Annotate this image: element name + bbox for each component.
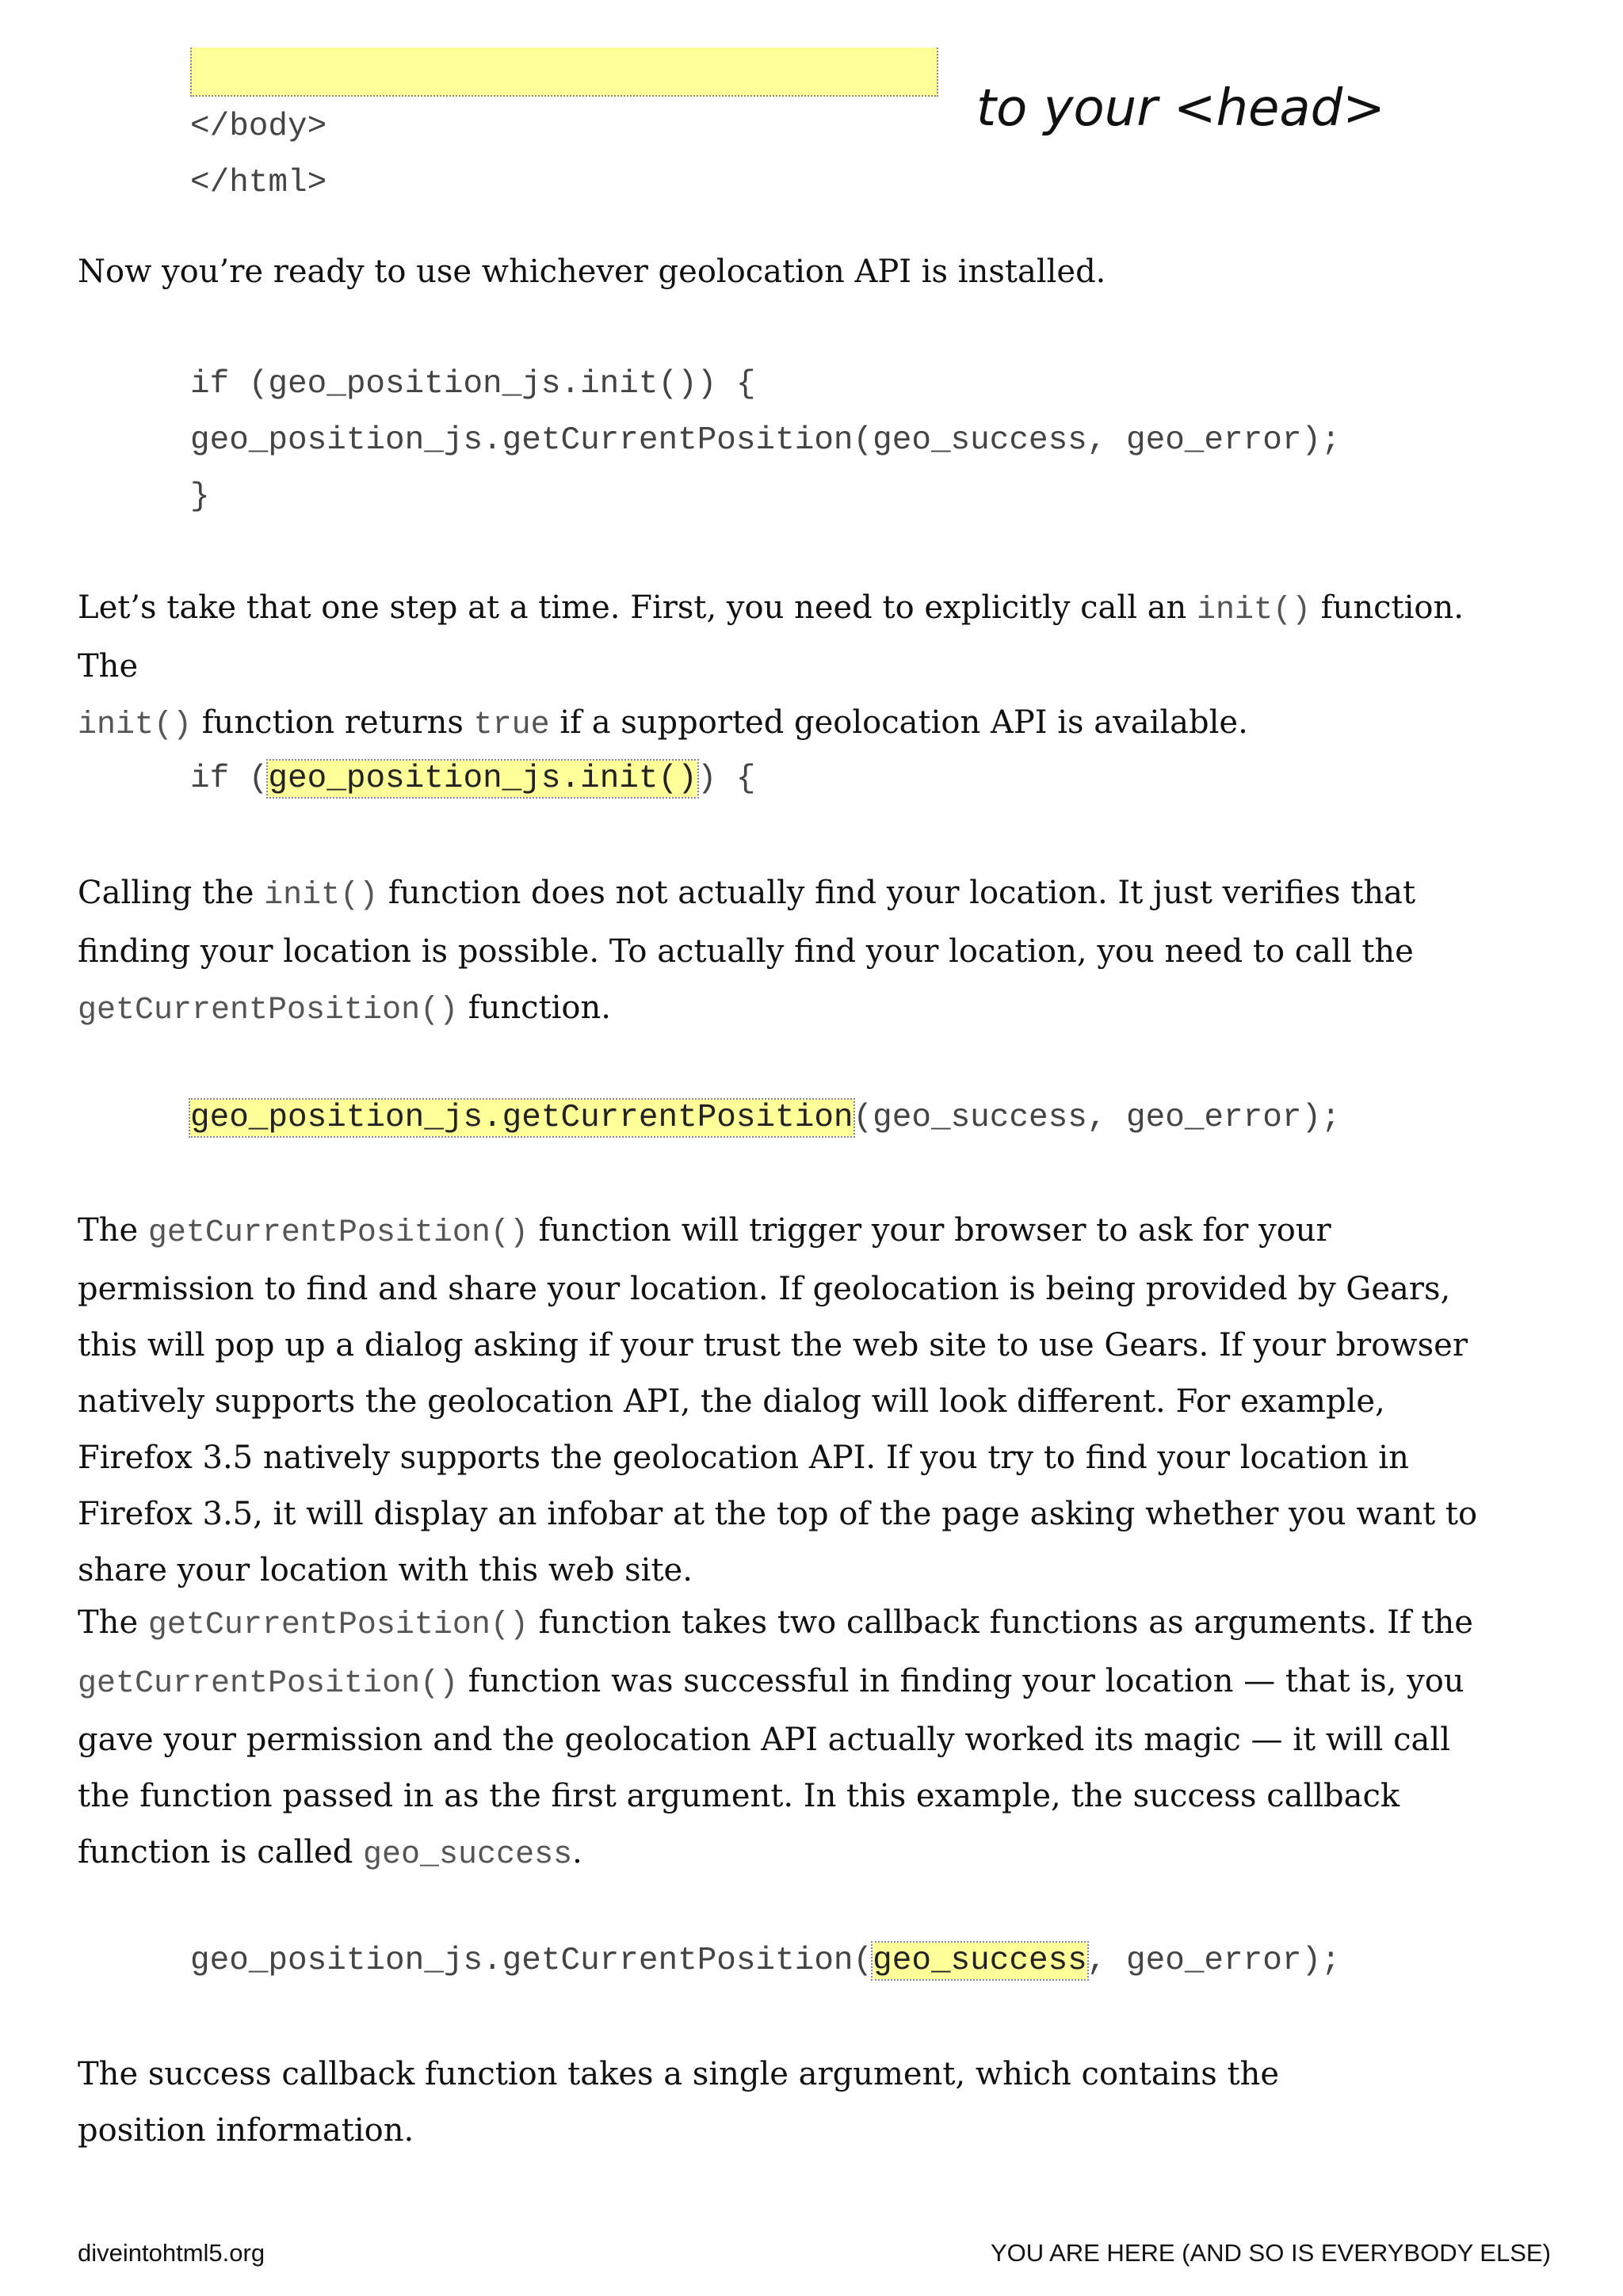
paragraph-callbacks: [78, 1595, 1504, 1883]
code1-line2: geo_position_js.getCurrentPosition(geo_success, geo_error);: [190, 422, 1341, 459]
code-text: ) {: [697, 761, 756, 797]
highlighted-code: geo_success: [873, 1943, 1087, 1979]
inline-code: true: [473, 707, 550, 743]
paragraph-permission: [78, 1203, 1504, 1599]
text: Calling the: [78, 875, 265, 911]
code2-line: [190, 763, 756, 795]
text: if a supported geolocation API is available.: [549, 704, 1248, 741]
inline-code: init(): [78, 707, 193, 743]
code-text: if (: [190, 761, 269, 797]
text: The: [78, 1604, 148, 1641]
text: function returns: [192, 704, 474, 741]
code1-line3: }: [190, 479, 210, 515]
code-text: geo_position_js.getCurrentPosition(: [190, 1943, 873, 1979]
code-body-close: </body>: [190, 109, 327, 145]
text: function will trigger your browser to ask for your permission to find and share your location. If geolocation is being provided by Gears, this will pop up a dialog asking if your trust the web site to use Gears. If your browser natively supports the geolocation API, the dialog will look different. For example, Firefox 3.5 natively supports the geolocation API. If you try to find your location in Firefox 3.5, it will display an infobar at the top of the page asking whether you want to share your location with this web site.: [78, 1212, 1478, 1589]
paragraph-calling-init: [78, 865, 1488, 1039]
code1-line1: if (geo_position_js.init()) {: [190, 366, 756, 402]
code-text: , geo_error);: [1086, 1943, 1341, 1979]
code4-line: [190, 1945, 1341, 1978]
text: function takes two callback functions as arguments. If the: [528, 1604, 1473, 1641]
text: function. The: [78, 589, 1464, 685]
highlighted-code-box-top: [190, 48, 938, 97]
inline-code: getCurrentPosition(): [78, 993, 459, 1028]
code-html-close: </html>: [190, 165, 327, 201]
text: The: [78, 1212, 148, 1249]
footer-site-link[interactable]: diveintohtml5.org: [78, 2239, 265, 2267]
text: function was successful in finding your location — that is, you gave your permission and the geolocation API actually worked its magic — it will call the function passed in as the first argument. In this example, the success callback function is called: [78, 1663, 1465, 1871]
annotation-callout: to your <head>: [976, 79, 1385, 138]
inline-code: getCurrentPosition(): [78, 1666, 459, 1702]
highlighted-code: geo_position_js.init(): [268, 761, 697, 797]
code3-line: [190, 1102, 1341, 1135]
inline-code: init(): [264, 878, 379, 913]
text: function.: [458, 990, 611, 1026]
paragraph-intro: Now you’re ready to use whichever geolocation API is installed.: [78, 254, 1106, 290]
inline-code: init(): [1197, 593, 1312, 628]
highlighted-code: geo_position_js.getCurrentPosition: [190, 1100, 854, 1136]
text: function does not actually find your location. It just verifies that finding your location is possible. To actually find your location, you need to call the: [78, 875, 1416, 970]
text: Let’s take that one step at a time. First, you need to explicitly call an: [78, 589, 1197, 626]
footer-chapter-title: YOU ARE HERE (AND SO IS EVERYBODY ELSE): [991, 2239, 1551, 2267]
paragraph-init: [78, 580, 1520, 753]
inline-code: geo_success: [363, 1837, 573, 1873]
paragraph-position-arg: The success callback function takes a single argument, which contains the position information.: [78, 2056, 1280, 2149]
inline-code: getCurrentPosition(): [147, 1215, 529, 1251]
inline-code: getCurrentPosition(): [147, 1608, 529, 1643]
text: .: [572, 1834, 582, 1871]
code-text: (geo_success, geo_error);: [853, 1100, 1341, 1136]
